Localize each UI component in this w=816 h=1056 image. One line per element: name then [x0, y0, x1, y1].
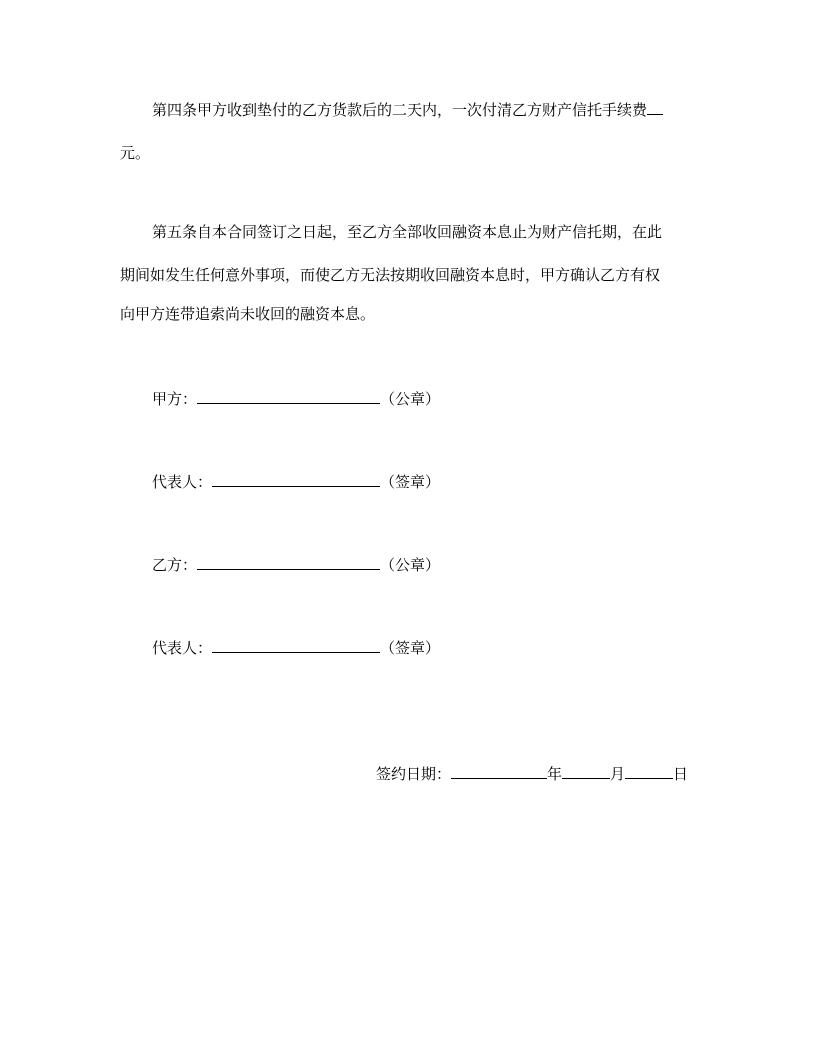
- party-a-blank: [197, 387, 380, 404]
- article-5-text-3: 向甲方连带追索尚未收回的融资本息。: [120, 305, 376, 323]
- signing-date: [376, 762, 688, 784]
- day-label: 日: [673, 765, 689, 783]
- article-5-text-2: 期间如发生任何意外事项，而使乙方无法按期收回融资本息时，甲方确认乙方有权: [120, 266, 661, 284]
- rep-a-label: 代表人：: [152, 473, 213, 491]
- article-5-line-3: [120, 304, 375, 324]
- rep-a-blank: [212, 470, 380, 487]
- party-a-seal-label: （公章）: [380, 390, 441, 408]
- party-b-blank: [197, 553, 380, 570]
- party-b-signature: [152, 553, 440, 575]
- month-label: 月: [610, 765, 626, 783]
- article-5-line-1: [152, 222, 662, 242]
- month-blank: [562, 762, 610, 779]
- article-4-line-1: [152, 98, 663, 120]
- party-b-label: 乙方：: [152, 556, 198, 574]
- article-5-text-1: 第五条自本合同签订之日起，至乙方全部收回融资本息止为财产信托期，在此: [152, 223, 663, 241]
- rep-b-blank: [212, 636, 380, 653]
- article-5-line-2: [120, 265, 660, 285]
- rep-b-label: 代表人：: [152, 639, 213, 657]
- rep-b-signature: [152, 636, 440, 658]
- rep-a-seal-label: （签章）: [380, 473, 441, 491]
- year-label: 年: [547, 765, 563, 783]
- article-4-text-end: 元。: [120, 144, 151, 162]
- party-a-signature: [152, 387, 440, 409]
- party-b-seal-label: （公章）: [380, 556, 441, 574]
- fee-blank: [647, 98, 663, 115]
- article-4-line-2: [120, 143, 150, 163]
- rep-a-signature: [152, 470, 440, 492]
- article-4-text: 第四条甲方收到垫付的乙方货款后的二天内，一次付清乙方财产信托手续费: [152, 101, 648, 119]
- year-blank: [451, 762, 547, 779]
- day-blank: [625, 762, 673, 779]
- signing-date-label: 签约日期：: [376, 765, 452, 783]
- rep-b-seal-label: （签章）: [380, 639, 441, 657]
- party-a-label: 甲方：: [152, 390, 198, 408]
